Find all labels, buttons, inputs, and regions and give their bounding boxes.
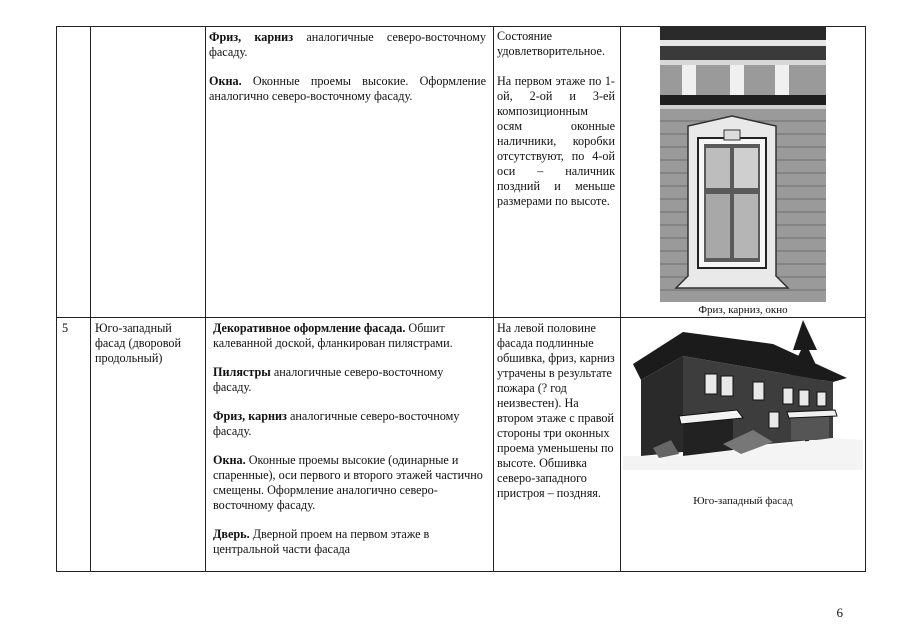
row1-condition-status: Состояние удовлетворительное. bbox=[497, 29, 606, 58]
row2-decor-heading: Декоративное оформление фасада. bbox=[213, 321, 406, 335]
row2-number: 5 bbox=[62, 321, 69, 335]
row2-frieze-text: аналогичные северо-восточному фасаду. bbox=[213, 409, 460, 438]
row2-pilasters-heading: Пилястры bbox=[213, 365, 271, 379]
row2-pilasters-text: аналогичные северо-восточному фасаду. bbox=[213, 365, 444, 394]
house-photo bbox=[623, 320, 863, 470]
row1-frieze-heading: Фриз, карниз bbox=[209, 30, 294, 44]
row2-condition: На левой половине фасада подлинные обшивка, фриз, карниз утрачены в результате пожара (? год неизвестен). На втором этаже с правой стороны три оконных проема уменьшены по высоте. Обшивка северо-западного пристроя – поздняя. bbox=[497, 321, 615, 500]
row2-frieze-heading: Фриз, карниз bbox=[213, 409, 287, 423]
window-photo bbox=[660, 26, 826, 302]
row1-condition-details: На первом этаже по 1-ой, 2-ой и 3-ей композиционным осям оконные наличники, коробки отсутствуют, по 4-ой оси – наличник поздний и меньше размерами по высоте. bbox=[497, 74, 615, 208]
row1-windows-text: Оконные проемы высокие. Оформление аналогично северо-восточному фасаду. bbox=[209, 74, 486, 103]
row1-photo-caption: Фриз, карниз, окно bbox=[698, 304, 788, 316]
row2-description bbox=[213, 321, 483, 557]
row2-element: Юго-западный фасад (дворовой продольный) bbox=[95, 321, 182, 365]
row2-photo-caption: Юго-западный фасад bbox=[693, 495, 793, 507]
page-number: 6 bbox=[836, 605, 843, 620]
row1-windows-heading: Окна. bbox=[209, 74, 242, 88]
row2-decor-text: Обшит калеванной доской, фланкирован пилястрами. bbox=[213, 321, 453, 350]
row1-frieze-text: аналогичные северо-восточному фасаду. bbox=[209, 30, 486, 59]
facade-table bbox=[56, 26, 866, 572]
row1-condition bbox=[497, 29, 615, 223]
row1-description bbox=[209, 30, 486, 118]
row2-door-text: Дверной проем на первом этаже в центральной части фасада bbox=[213, 527, 430, 556]
row2-door-heading: Дверь. bbox=[213, 527, 250, 541]
row2-windows-text: Оконные проемы высокие (одинарные и спаренные), оси первого и второго этажей частично смещены. Оформление аналогично северо-восточному фасаду. bbox=[213, 453, 483, 512]
row2-windows-heading: Окна. bbox=[213, 453, 246, 467]
